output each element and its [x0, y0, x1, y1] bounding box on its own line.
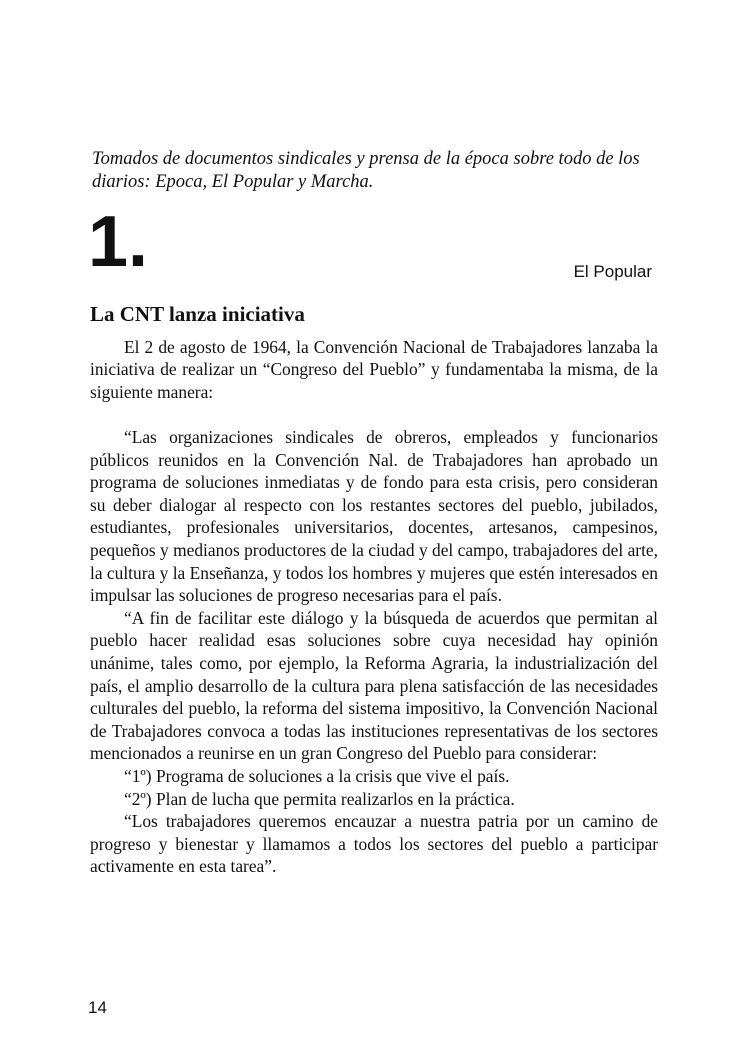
- section-number: 1.: [88, 202, 149, 282]
- quoted-statement: [90, 426, 658, 878]
- intro-paragraph: El 2 de agosto de 1964, la Convención Nacional de Trabajadores lanzaba la iniciativa de realizar un “Congreso del Pueblo” y fundamentaba la misma, de la siguiente manera:: [90, 337, 658, 402]
- source-note: Tomados de documentos sindicales y prensa de la época sobre todo de los diarios: Epoca, El Popular y Marcha.: [92, 149, 640, 192]
- quote-paragraph-2: “A fin de facilitar este diálogo y la búsqueda de acuerdos que permitan al pueblo hacer realidad esas soluciones sobre cuya necesidad hay opinión unánime, tales como, por ejemplo, la Reforma Agraria, la industrialización del país, el amplio desarrollo de la cultura para plena satisfacción de las necesidades culturales del pueblo, la reforma del sistema impositivo, la Convención Nacional de Trabajadores convoca a todas las instituciones representativas de los sectores mencionados a reunirse en un gran Congreso del Pueblo para considerar:: [90, 607, 658, 764]
- quote-item-2: “2º) Plan de lucha que permita realizarlos en la práctica.: [124, 788, 515, 809]
- quote-item-1: “1º) Programa de soluciones a la crisis que vive el país.: [124, 765, 510, 786]
- page-number: 14: [88, 998, 107, 1017]
- quote-paragraph-closing: “Los trabajadores queremos encauzar a nuestra patria por un camino de progreso y bienestar y llamamos a todos los sectores del pueblo a participar activamente en esta tarea”.: [90, 811, 658, 877]
- newspaper-name: El Popular: [573, 262, 652, 281]
- article-heading: La CNT lanza iniciativa: [90, 302, 305, 326]
- quote-paragraph-1: “Las organizaciones sindicales de obreros, empleados y funcionarios públicos reunidos en la Convención Nal. de Trabajadores han aprobado un programa de soluciones inmediatas y de fondo para esta crisis, pero consideran su deber dialogar al respecto con los restantes sectores del pueblo, jubilados, estudiantes, profesionales universitarios, docentes, artesanos, campesinos, pequeños y medianos productores de la ciudad y del campo, trabajadores del arte, la cultura y la Enseñanza, y todos los hombres y mujeres que estén interesados en impulsar las soluciones de progreso necesarias para el país.: [90, 427, 658, 606]
